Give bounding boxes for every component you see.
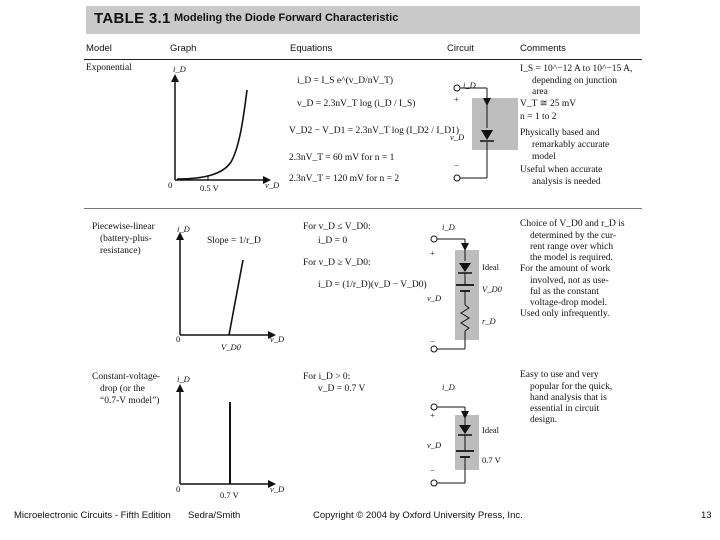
row1-circuit bbox=[445, 70, 520, 190]
row2-graph-tick: V_D0 bbox=[221, 342, 241, 352]
row2-model-1: Piecewise-linear bbox=[92, 222, 155, 232]
row3-model-3: “0.7-V model”) bbox=[100, 396, 160, 406]
row2-comment-8: voltage-drop model. bbox=[530, 298, 608, 308]
row1-graph-tick: 0.5 V bbox=[200, 183, 219, 193]
row3-graph-xaxis: v_D bbox=[270, 484, 285, 494]
footer-authors: Sedra/Smith bbox=[188, 510, 241, 521]
row2-model-3: resistance) bbox=[100, 246, 141, 256]
row2-comment-4: the model is required. bbox=[530, 253, 613, 263]
row2-circuit-current: i_D bbox=[442, 222, 455, 232]
row1-comment-5: n = 1 to 2 bbox=[520, 112, 557, 122]
row1-separator bbox=[84, 208, 642, 209]
row2-circuit-battery: V_D0 bbox=[482, 284, 502, 294]
footer-copyright: Copyright © 2004 by Oxford University Press, Inc. bbox=[313, 510, 523, 521]
row3-comment-4: essential in circuit bbox=[530, 404, 600, 414]
row1-eq-4: 2.3nV_T = 60 mV for n = 1 bbox=[289, 153, 395, 163]
row1-eq-1: i_D = I_S e^(v_D/nV_T) bbox=[297, 76, 394, 86]
row1-comment-10: analysis is needed bbox=[532, 177, 601, 187]
row3-graph-tick: 0.7 V bbox=[220, 490, 239, 500]
row3-circuit-plus: + bbox=[430, 410, 435, 420]
row1-comment-8: model bbox=[532, 152, 556, 162]
row2-comment-9: Used only infrequently. bbox=[520, 309, 610, 319]
row1-graph-origin: 0 bbox=[168, 180, 173, 190]
row2-eq-2: i_D = 0 bbox=[318, 236, 348, 246]
row1-circuit-current: i_D bbox=[463, 80, 476, 90]
row2-circuit-minus: − bbox=[430, 336, 435, 346]
row2-comment-5: For the amount of work bbox=[520, 264, 611, 274]
row1-eq-5: 2.3nV_T = 120 mV for n = 2 bbox=[289, 174, 400, 184]
row1-graph-xaxis: v_D bbox=[265, 180, 280, 190]
row2-eq-3: For v_D ≥ V_D0: bbox=[303, 258, 371, 268]
footer-page-number: 13 bbox=[701, 510, 712, 521]
table-banner bbox=[86, 6, 640, 34]
row3-comment-2: popular for the quick, bbox=[530, 382, 613, 392]
row3-circuit-current: i_D bbox=[442, 382, 455, 392]
row2-graph-yaxis: i_D bbox=[177, 224, 190, 234]
row1-circuit-plus: + bbox=[454, 94, 459, 104]
row3-comment-5: design. bbox=[530, 415, 558, 425]
row1-comment-1: I_S = 10^−12 A to 10^−15 A, bbox=[520, 64, 633, 74]
row1-graph-yaxis: i_D bbox=[173, 64, 186, 74]
col-header-graph: Graph bbox=[170, 43, 197, 54]
row1-comment-7: remarkably accurate bbox=[532, 140, 610, 150]
row2-comment-1: Choice of V_D0 and r_D is bbox=[520, 219, 625, 229]
col-header-circuit: Circuit bbox=[447, 43, 474, 54]
row3-eq-1: For i_D > 0: bbox=[303, 372, 351, 382]
row2-circuit-resistor: r_D bbox=[482, 316, 496, 326]
row1-eq-2: v_D = 2.3nV_T log (i_D / I_S) bbox=[297, 99, 416, 109]
row1-comment-3: area bbox=[532, 87, 548, 97]
row3-circuit-battery: 0.7 V bbox=[482, 455, 501, 465]
row2-graph-xaxis: v_D bbox=[270, 334, 285, 344]
col-header-comments: Comments bbox=[520, 43, 566, 54]
header-rule bbox=[84, 59, 642, 60]
col-header-model: Model bbox=[86, 43, 112, 54]
row2-eq-4: i_D = (1/r_D)(v_D − V_D0) bbox=[318, 280, 427, 290]
table-title: Modeling the Diode Forward Characteristic bbox=[174, 12, 399, 24]
row3-circuit-diode: Ideal bbox=[482, 425, 499, 435]
footer-book: Microelectronic Circuits - Fifth Edition bbox=[14, 510, 171, 521]
row1-comment-9: Useful when accurate bbox=[520, 165, 603, 175]
row2-graph-origin: 0 bbox=[176, 334, 181, 344]
row2-eq-1: For v_D ≤ V_D0: bbox=[303, 222, 371, 232]
row3-circuit-minus: − bbox=[430, 465, 435, 475]
col-header-equations: Equations bbox=[290, 43, 333, 54]
row1-graph bbox=[165, 62, 280, 192]
row3-model-2: drop (or the bbox=[100, 384, 145, 394]
row1-comment-4: V_T ≅ 25 mV bbox=[520, 99, 577, 109]
row2-circuit-voltage: v_D bbox=[427, 293, 442, 303]
row3-eq-2: v_D = 0.7 V bbox=[318, 384, 366, 394]
row2-circuit-diode: Ideal bbox=[482, 262, 499, 272]
row2-comment-3: rent range over which bbox=[530, 242, 614, 252]
table-number: TABLE 3.1 bbox=[94, 10, 171, 27]
row1-comment-6: Physically based and bbox=[520, 128, 600, 138]
row3-graph bbox=[170, 372, 285, 497]
row3-comment-1: Easy to use and very bbox=[520, 370, 599, 380]
row1-comment-2: depending on junction bbox=[532, 76, 617, 86]
row1-circuit-voltage: v_D bbox=[450, 132, 465, 142]
row3-circuit-voltage: v_D bbox=[427, 440, 442, 450]
row1-model: Exponential bbox=[86, 63, 132, 73]
row3-graph-yaxis: i_D bbox=[177, 374, 190, 384]
row3-comment-3: hand analysis that is bbox=[530, 393, 607, 403]
row2-comment-2: determined by the cur- bbox=[530, 231, 617, 241]
row2-comment-7: ful as the constant bbox=[530, 287, 599, 297]
row2-comment-6: involved, not as use- bbox=[530, 276, 609, 286]
row3-model-1: Constant-voltage- bbox=[92, 372, 161, 382]
row2-graph-slope: Slope = 1/r_D bbox=[207, 236, 261, 246]
row3-graph-origin: 0 bbox=[176, 484, 181, 494]
row1-eq-3: V_D2 − V_D1 = 2.3nV_T log (I_D2 / I_D1) bbox=[289, 126, 460, 136]
row2-circuit-plus: + bbox=[430, 248, 435, 258]
row1-circuit-minus: − bbox=[454, 160, 459, 170]
row2-model-2: (battery-plus- bbox=[100, 234, 152, 244]
